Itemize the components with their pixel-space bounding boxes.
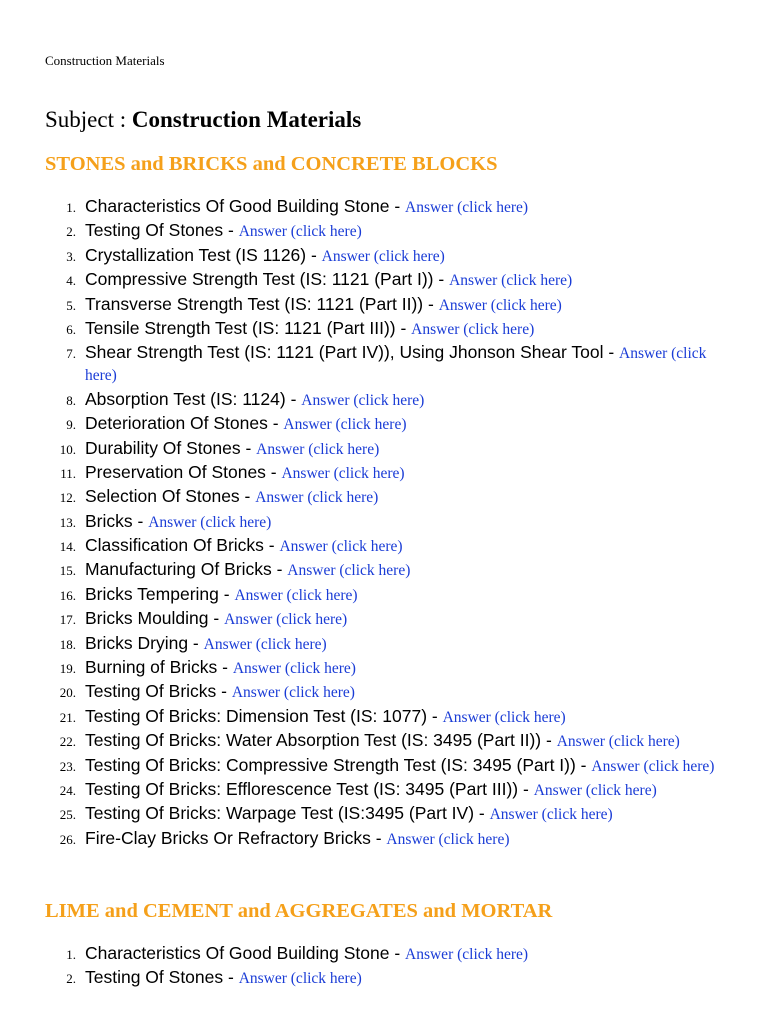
answer-link[interactable]: Answer (click here)	[85, 345, 707, 385]
list-item	[45, 559, 735, 581]
answer-link[interactable]: Answer (click here)	[386, 830, 510, 848]
item-number: 12.	[59, 490, 76, 506]
answer-link[interactable]: Answer (click here)	[489, 806, 613, 824]
topic-title: Testing Of Bricks: Efflorescence Test (IS: 3495 (Part III)) -	[85, 778, 534, 799]
list-item	[45, 486, 735, 508]
subject-line	[45, 106, 361, 134]
topic-title: Durability Of Stones -	[85, 437, 257, 458]
answer-link[interactable]: Answer (click here)	[591, 757, 715, 775]
answer-link[interactable]: Answer (click here)	[301, 391, 425, 409]
list-item	[45, 779, 735, 801]
topic-title: Selection Of Stones -	[85, 486, 256, 507]
answer-link[interactable]: Answer (click here)	[405, 946, 529, 963]
topic-title: Classification Of Bricks -	[85, 535, 280, 556]
answer-link[interactable]: Answer (click here)	[283, 416, 407, 434]
section-title: STONES and BRICKS and CONCRETE BLOCKS	[45, 153, 498, 175]
section-title: LIME and CEMENT and AGGREGATES and MORTAR	[45, 900, 553, 922]
item-number: 4.	[66, 273, 76, 289]
topic-title: Burning of Bricks -	[85, 657, 233, 678]
item-number: 21.	[59, 709, 76, 725]
item-number: 5.	[66, 297, 76, 313]
item-number: 11.	[60, 465, 76, 481]
topic-title: Testing Of Bricks -	[85, 681, 232, 702]
list-item	[45, 755, 735, 777]
list-item	[45, 828, 735, 850]
list-item	[45, 294, 735, 316]
topic-title: Testing Of Bricks: Water Absorption Test (IS: 3495 (Part II)) -	[85, 730, 557, 751]
topic-title: Transverse Strength Test (IS: 1121 (Part II)) -	[85, 293, 439, 314]
answer-link[interactable]: Answer (click here)	[238, 223, 362, 241]
topic-list	[45, 943, 735, 992]
answer-link[interactable]: Answer (click here)	[234, 586, 358, 604]
answer-link[interactable]: Answer (click here)	[203, 635, 327, 653]
answer-link[interactable]: Answer (click here)	[255, 489, 379, 507]
item-number: 2.	[66, 224, 76, 240]
answer-link[interactable]: Answer (click here)	[411, 320, 535, 338]
item-number: 1.	[66, 200, 76, 215]
list-item	[45, 413, 735, 435]
answer-link[interactable]: Answer (click here)	[287, 562, 411, 580]
answer-link[interactable]: Answer (click here)	[449, 272, 573, 290]
list-item	[45, 681, 735, 703]
topic-title: Deterioration Of Stones -	[85, 413, 284, 434]
item-number: 9.	[66, 417, 76, 433]
running-header: Construction Materials	[45, 53, 165, 68]
item-number: 19.	[59, 661, 76, 677]
list-item	[45, 245, 735, 267]
topic-title: Testing Of Bricks: Dimension Test (IS: 1077) -	[85, 705, 443, 726]
item-number: 17.	[59, 612, 76, 628]
topic-title: Testing Of Bricks: Compressive Strength Test (IS: 3495 (Part I)) -	[85, 754, 592, 775]
list-item	[45, 342, 735, 386]
topic-title: Bricks Drying -	[85, 632, 204, 653]
item-number: 14.	[59, 539, 76, 555]
item-number: 23.	[59, 758, 76, 774]
item-number: 24.	[59, 782, 76, 798]
list-item	[45, 511, 735, 533]
item-number: 10.	[59, 441, 76, 457]
item-number: 22.	[59, 734, 76, 750]
topic-title: Bricks -	[85, 510, 149, 531]
topic-title: Manufacturing Of Bricks -	[85, 559, 288, 580]
list-item	[45, 220, 735, 242]
list-item	[45, 657, 735, 679]
answer-link[interactable]: Answer (click here)	[238, 970, 362, 988]
topic-title: Crystallization Test (IS 1126) -	[85, 244, 322, 265]
item-number: 15.	[59, 563, 76, 579]
item-number: 25.	[59, 807, 76, 823]
list-item	[45, 438, 735, 460]
answer-link[interactable]: Answer (click here)	[405, 199, 529, 216]
topic-title: Tensile Strength Test (IS: 1121 (Part III)) -	[85, 317, 412, 338]
topic-title: Bricks Moulding -	[85, 608, 225, 629]
list-item	[45, 318, 735, 340]
answer-link[interactable]: Answer (click here)	[533, 781, 657, 799]
answer-link[interactable]: Answer (click here)	[281, 464, 405, 482]
topic-title: Compressive Strength Test (IS: 1121 (Part I)) -	[85, 269, 450, 290]
topic-title: Characteristics Of Good Building Stone -	[85, 196, 406, 216]
topic-title: Characteristics Of Good Building Stone -	[85, 943, 406, 963]
item-number: 6.	[66, 321, 76, 337]
list-item	[45, 730, 735, 752]
list-item	[45, 633, 735, 655]
answer-link[interactable]: Answer (click here)	[556, 733, 680, 751]
answer-link[interactable]: Answer (click here)	[231, 684, 355, 702]
list-item	[45, 389, 735, 411]
list-item	[45, 967, 735, 989]
topic-title: Shear Strength Test (IS: 1121 (Part IV)), Using Jhonson Shear Tool -	[85, 342, 620, 363]
answer-link[interactable]: Answer (click here)	[256, 440, 380, 458]
list-item	[45, 706, 735, 728]
item-number: 3.	[66, 248, 76, 264]
item-number: 8.	[66, 392, 76, 408]
list-item	[45, 535, 735, 557]
answer-link[interactable]: Answer (click here)	[224, 611, 348, 629]
topic-list	[45, 196, 735, 852]
list-item	[45, 803, 735, 825]
item-number: 26.	[59, 831, 76, 847]
answer-link[interactable]: Answer (click here)	[148, 513, 272, 531]
list-item	[45, 462, 735, 484]
subject-value: Construction Materials	[131, 107, 362, 132]
topic-title: Absorption Test (IS: 1124) -	[85, 388, 302, 409]
list-item	[45, 943, 735, 965]
item-number: 18.	[59, 636, 76, 652]
item-number: 20.	[59, 685, 76, 701]
item-number: 7.	[66, 346, 76, 362]
topic-title: Bricks Tempering -	[85, 583, 235, 604]
topic-title: Testing Of Stones -	[85, 967, 239, 988]
topic-title: Fire-Clay Bricks Or Refractory Bricks -	[85, 827, 387, 848]
topic-title: Preservation Of Stones -	[85, 461, 282, 482]
answer-link[interactable]: Answer (click here)	[321, 247, 445, 265]
topic-title: Testing Of Stones -	[85, 220, 239, 241]
topic-title: Testing Of Bricks: Warpage Test (IS:3495 (Part IV) -	[85, 803, 490, 824]
answer-link[interactable]: Answer (click here)	[279, 538, 403, 556]
item-number: 2.	[66, 971, 76, 987]
list-item	[45, 584, 735, 606]
subject-label: Subject :	[45, 107, 132, 132]
answer-link[interactable]: Answer (click here)	[438, 296, 562, 314]
item-number: 1.	[66, 947, 76, 962]
list-item	[45, 608, 735, 630]
item-number: 13.	[59, 514, 76, 530]
item-number: 16.	[59, 587, 76, 603]
answer-link[interactable]: Answer (click here)	[232, 660, 356, 678]
list-item	[45, 196, 735, 218]
answer-link[interactable]: Answer (click here)	[442, 708, 566, 726]
list-item	[45, 269, 735, 291]
